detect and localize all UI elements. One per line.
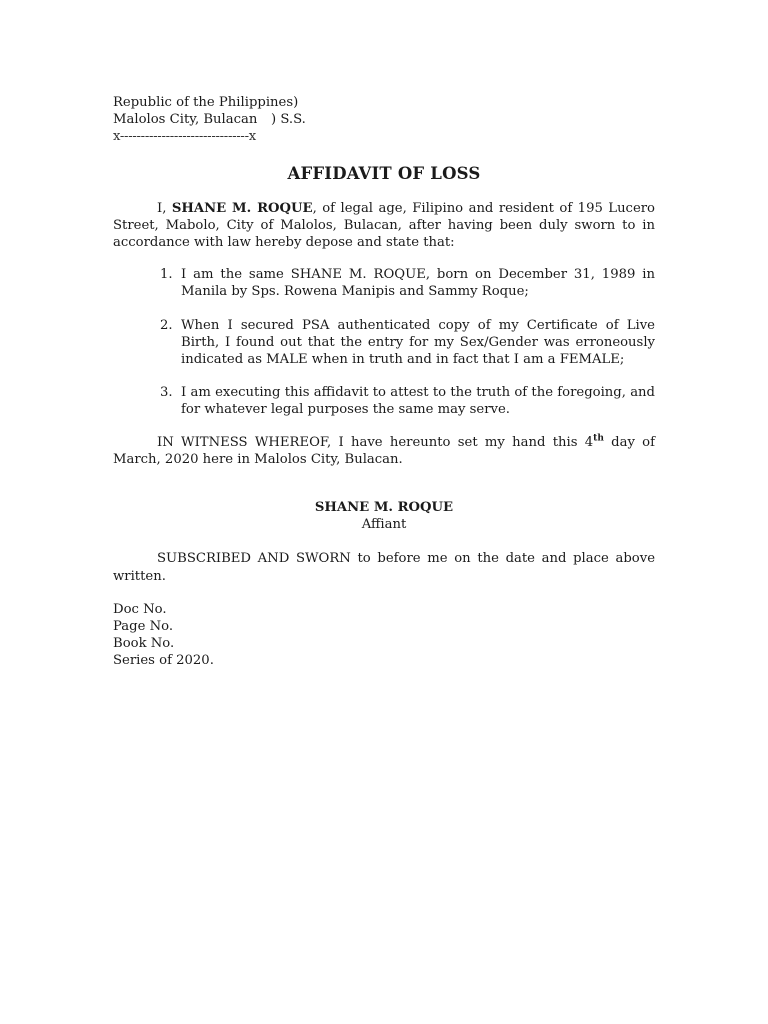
book-number: Book No. (113, 636, 175, 652)
list-item-number: 3. (160, 385, 173, 401)
affiant-name-intro: SHANE M. ROQUE (171, 200, 313, 216)
venue-country-line (113, 94, 655, 111)
affiant-role: Affiant (361, 517, 407, 533)
series-year: Series of 2020. (113, 653, 214, 669)
intro-text: , of legal age, Filipino and resident of 195 Lucero Street, Mabolo, City of Malolos, Bulacan, after having been duly sworn to in accordance with law hereby depose and state that: (113, 200, 655, 250)
caption-rule: x-------------------------------x (113, 129, 256, 145)
affiant-name: SHANE M. ROQUE (314, 500, 454, 516)
list-item (113, 384, 655, 418)
signature-block (113, 499, 655, 533)
list-item-text: I am executing this affidavit to attest to the truth of the foregoing, and for whatever legal purposes the same may serve. (181, 385, 655, 418)
list-item-text: When I secured PSA authenticated copy of my Certificate of Live Birth, I found out that the entry for my Sex/Gender was erroneously indicated as MALE when in truth and in fact that I am a FEMALE; (181, 317, 655, 367)
affidavit-document (113, 94, 655, 670)
page-number: Page No. (113, 619, 174, 635)
venue-city: Malolos City, Bulacan (113, 112, 258, 128)
witness-text-before: IN WITNESS WHEREOF, I have hereunto set my hand this 4 (157, 434, 594, 450)
list-item-number: 2. (160, 317, 173, 333)
notary-details (113, 601, 655, 670)
list-item (113, 317, 655, 369)
intro-paragraph (113, 200, 655, 252)
venue-country: Republic of the Philippines) (113, 95, 299, 110)
doc-number: Doc No. (113, 601, 167, 617)
witness-text-after: day of March, 2020 here in Malolos City, Bulacan. (113, 434, 655, 467)
intro-prefix: I, (157, 200, 172, 216)
subscribed-paragraph: SUBSCRIBED AND SWORN to before me on the date and place above written. (113, 551, 655, 584)
list-item-number: 1. (160, 267, 173, 283)
statement-list (113, 266, 655, 418)
witness-ordinal-suffix: th (593, 433, 604, 444)
list-item (113, 266, 655, 300)
document-title: AFFIDAVIT OF LOSS (287, 163, 481, 183)
venue-city-line (113, 111, 655, 128)
list-item-text: I am the same SHANE M. ROQUE, born on December 31, 1989 in Manila by Sps. Rowena Manipis and Sammy Roque; (181, 267, 655, 300)
witness-paragraph (113, 434, 655, 468)
ss-marker: ) S.S. (271, 112, 306, 128)
